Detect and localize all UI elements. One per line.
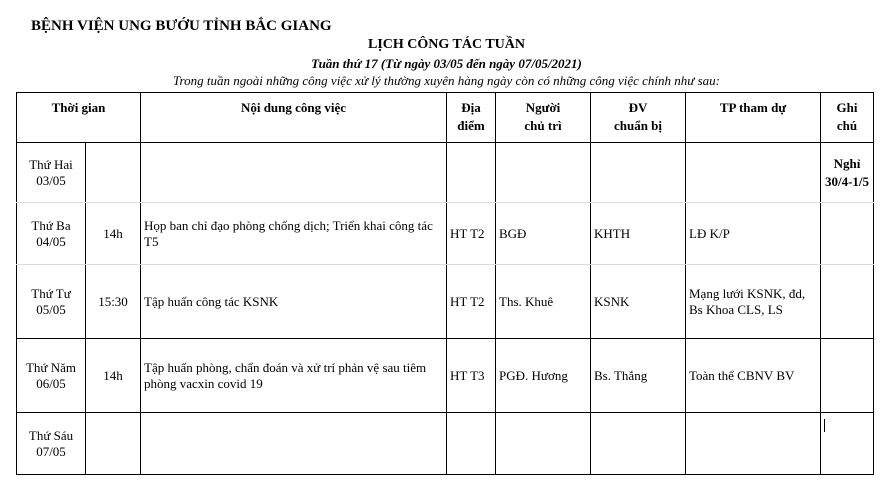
day-row-tuesday — [17, 203, 874, 265]
day-cell: Thứ Ba 04/05 — [17, 203, 86, 265]
note-cell — [821, 339, 874, 413]
place-cell: HT T3 — [447, 339, 496, 413]
chair-cell: PGĐ. Hương — [496, 339, 591, 413]
chair-cell — [496, 143, 591, 203]
attend-cell: LĐ K/P — [686, 203, 821, 265]
chair-cell: Ths. Khuê — [496, 265, 591, 339]
content-cell: Tập huấn công tác KSNK — [141, 265, 447, 339]
day-row-friday — [17, 413, 874, 475]
week-subtitle: Tuần thứ 17 (Từ ngày 03/05 đến ngày 07/05/2021) — [311, 56, 582, 71]
intro-text: Trong tuần ngoài những công việc xử lý thường xuyên hàng ngày còn có những công việc chính như sau: — [173, 73, 720, 88]
prep-cell: Bs. Thắng — [591, 339, 686, 413]
note-cell: Nghỉ 30/4-1/5 — [821, 143, 874, 203]
chair-cell: BGĐ — [496, 203, 591, 265]
day-row-wednesday — [17, 265, 874, 339]
place-cell — [447, 143, 496, 203]
note-cell — [821, 203, 874, 265]
place-cell — [447, 413, 496, 475]
col-attend-header: TP tham dự — [686, 93, 821, 143]
prep-cell — [591, 413, 686, 475]
col-note-header: Ghi chú — [821, 93, 874, 143]
time-cell — [86, 413, 141, 475]
day-cell: Thứ Hai 03/05 — [17, 143, 86, 203]
time-cell: 15:30 — [86, 265, 141, 339]
attend-cell — [686, 143, 821, 203]
prep-cell — [591, 143, 686, 203]
prep-cell: KHTH — [591, 203, 686, 265]
attend-cell — [686, 413, 821, 475]
note-cell-editing[interactable] — [821, 413, 874, 475]
page-title: LỊCH CÔNG TÁC TUẦN — [367, 37, 525, 52]
col-content-header: Nội dung công việc — [141, 93, 447, 143]
hospital-name: BỆNH VIỆN UNG BƯỚU TỈNH BẮC GIANG — [31, 18, 332, 34]
day-row-thursday — [17, 339, 874, 413]
content-cell: Tập huấn phòng, chẩn đoán và xử trí phản vệ sau tiêm phòng vacxin covid 19 — [141, 339, 447, 413]
place-cell: HT T2 — [447, 203, 496, 265]
content-cell: Họp ban chỉ đạo phòng chống dịch; Triển khai công tác T5 — [141, 203, 447, 265]
header-row — [17, 93, 874, 143]
text-cursor — [824, 419, 825, 432]
note-cell — [821, 265, 874, 339]
col-chair-header: Người chủ trì — [496, 93, 591, 143]
chair-cell — [496, 413, 591, 475]
time-cell — [86, 143, 141, 203]
day-cell: Thứ Tư 05/05 — [17, 265, 86, 339]
col-time-header: Thời gian — [17, 93, 141, 143]
attend-cell: Toàn thể CBNV BV — [686, 339, 821, 413]
content-cell — [141, 143, 447, 203]
day-cell: Thứ Năm 06/05 — [17, 339, 86, 413]
attend-cell: Mạng lưới KSNK, đd, Bs Khoa CLS, LS — [686, 265, 821, 339]
day-row-monday — [17, 143, 874, 173]
content-cell — [141, 413, 447, 475]
col-place-header: Địa điểm — [447, 93, 496, 143]
col-prep-header: ĐV chuẩn bị — [591, 93, 686, 143]
day-cell: Thứ Sáu 07/05 — [17, 413, 86, 475]
time-cell: 14h — [86, 203, 141, 265]
place-cell: HT T2 — [447, 265, 496, 339]
schedule-table — [16, 92, 874, 475]
prep-cell: KSNK — [591, 265, 686, 339]
time-cell: 14h — [86, 339, 141, 413]
